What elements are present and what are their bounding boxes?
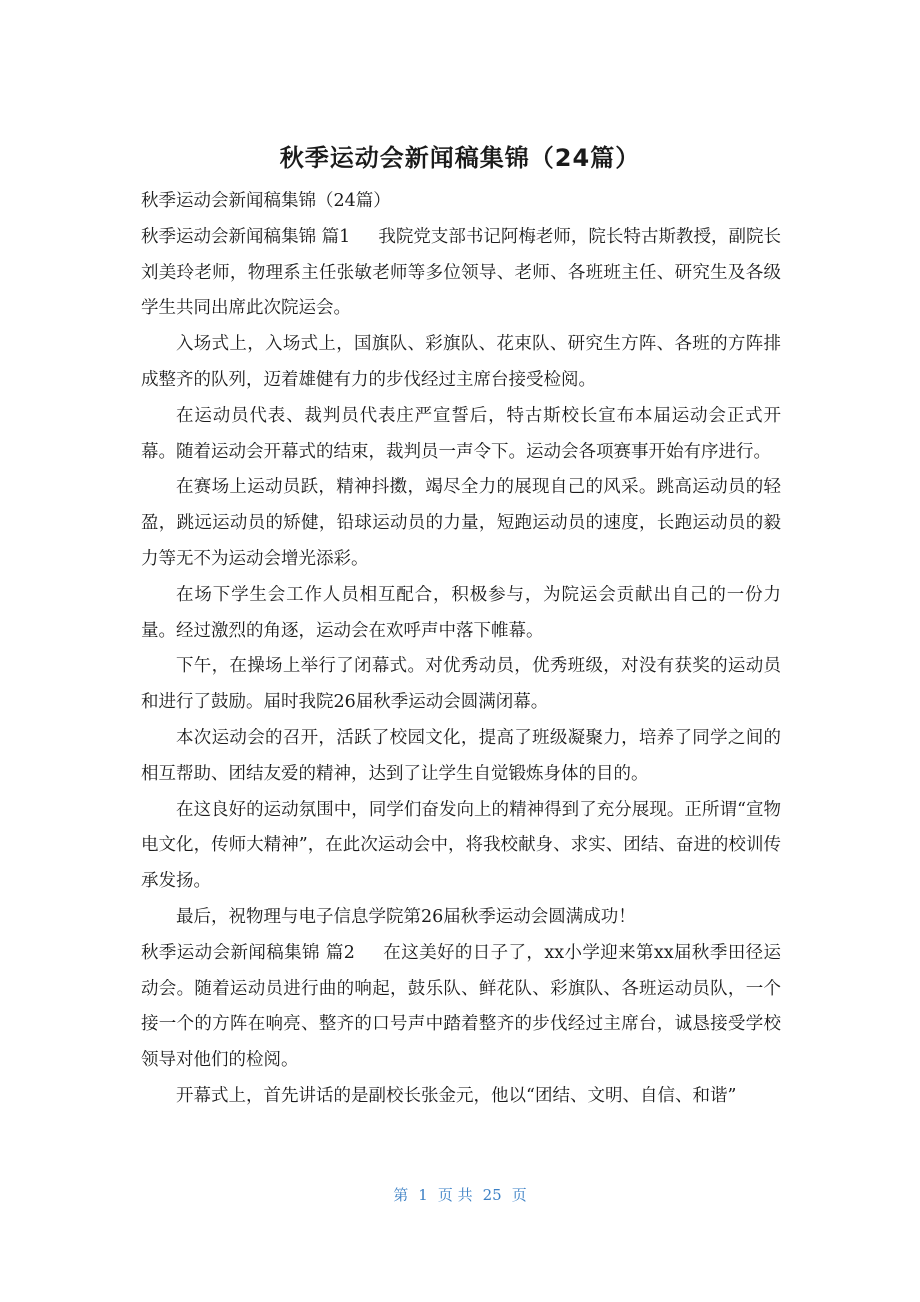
section-2-heading: 秋季运动会新闻稿集锦 篇2 — [141, 942, 355, 963]
footer-label-end: 页 — [511, 1186, 527, 1204]
section-1-intro — [141, 220, 781, 327]
section-1-lead: 我院党支部书记阿梅老师，院长特古斯教授，副院长刘美玲老师，物理系主任张敏老师等多位领导、老师、各班班主任、研究生及各级学生共同出席此次院运会。 — [141, 226, 782, 319]
section-1-heading: 秋季运动会新闻稿集锦 篇1 — [141, 226, 351, 247]
document-subtitle: 秋季运动会新闻稿集锦（24篇） — [141, 191, 391, 211]
section-2-intro — [141, 936, 781, 1079]
page-footer — [0, 1184, 920, 1205]
total-pages-number: 25 — [482, 1186, 502, 1204]
section-1-paragraph: 本次运动会的召开，活跃了校园文化，提高了班级凝聚力，培养了同学之间的相互帮助、团结友爱的精神，达到了让学生自觉锻炼身体的目的。 — [141, 727, 781, 784]
section-1-paragraph: 最后，祝物理与电子信息学院第26届秋季运动会圆满成功！ — [176, 906, 636, 927]
section-1-paragraph: 在赛场上运动员跃，精神抖擞，竭尽全力的展现自己的风采。跳高运动员的轻盈，跳远运动员的矫健，铅球运动员的力量，短跑运动员的速度，长跑运动员的毅力等无不为运动会增光添彩。 — [141, 477, 781, 569]
footer-label-page: 第 — [393, 1186, 409, 1204]
current-page-number: 1 — [418, 1186, 428, 1204]
section-1-paragraph: 在这良好的运动氛围中，同学们奋发向上的精神得到了充分展现。正所谓“宣物电文化，传师大精神”，在此次运动会中，将我校献身、求实、团结、奋进的校训传承发扬。 — [141, 799, 781, 892]
section-1-paragraph: 下午，在操场上举行了闭幕式。对优秀动员，优秀班级，对没有获奖的运动员和进行了鼓励。届时我院26届秋季运动会圆满闭幕。 — [141, 656, 781, 713]
document-body — [141, 184, 781, 1115]
section-2-paragraph: 开幕式上，首先讲话的是副校长张金元，他以“团结、文明、自信、和谐” — [176, 1085, 737, 1106]
footer-label-of: 页 共 — [437, 1186, 473, 1204]
section-1-paragraph: 在运动员代表、裁判员代表庄严宣誓后，特古斯校长宣布本届运动会正式开幕。随着运动会开幕式的结束，裁判员一声令下。运动会各项赛事开始有序进行。 — [141, 405, 781, 462]
document-title: 秋季运动会新闻稿集锦（24篇） — [279, 144, 641, 172]
section-2-lead: 在这美好的日子了，xx小学迎来第xx届秋季田径运动会。随着运动员进行曲的响起，鼓乐队、鲜花队、彩旗队、各班运动员队，一个接一个的方阵在响亮、整齐的口号声中踏着整齐的步伐经过主席台，诚恳接受学校领导对他们的检阅。 — [141, 942, 781, 1071]
section-1-paragraph: 在场下学生会工作人员相互配合，积极参与，为院运会贡献出自己的一份力量。经过激烈的角逐，运动会在欢呼声中落下帷幕。 — [141, 584, 781, 641]
section-1-paragraph: 入场式上，入场式上，国旗队、彩旗队、花束队、研究生方阵、各班的方阵排成整齐的队列，迈着雄健有力的步伐经过主席台接受检阅。 — [141, 334, 781, 390]
